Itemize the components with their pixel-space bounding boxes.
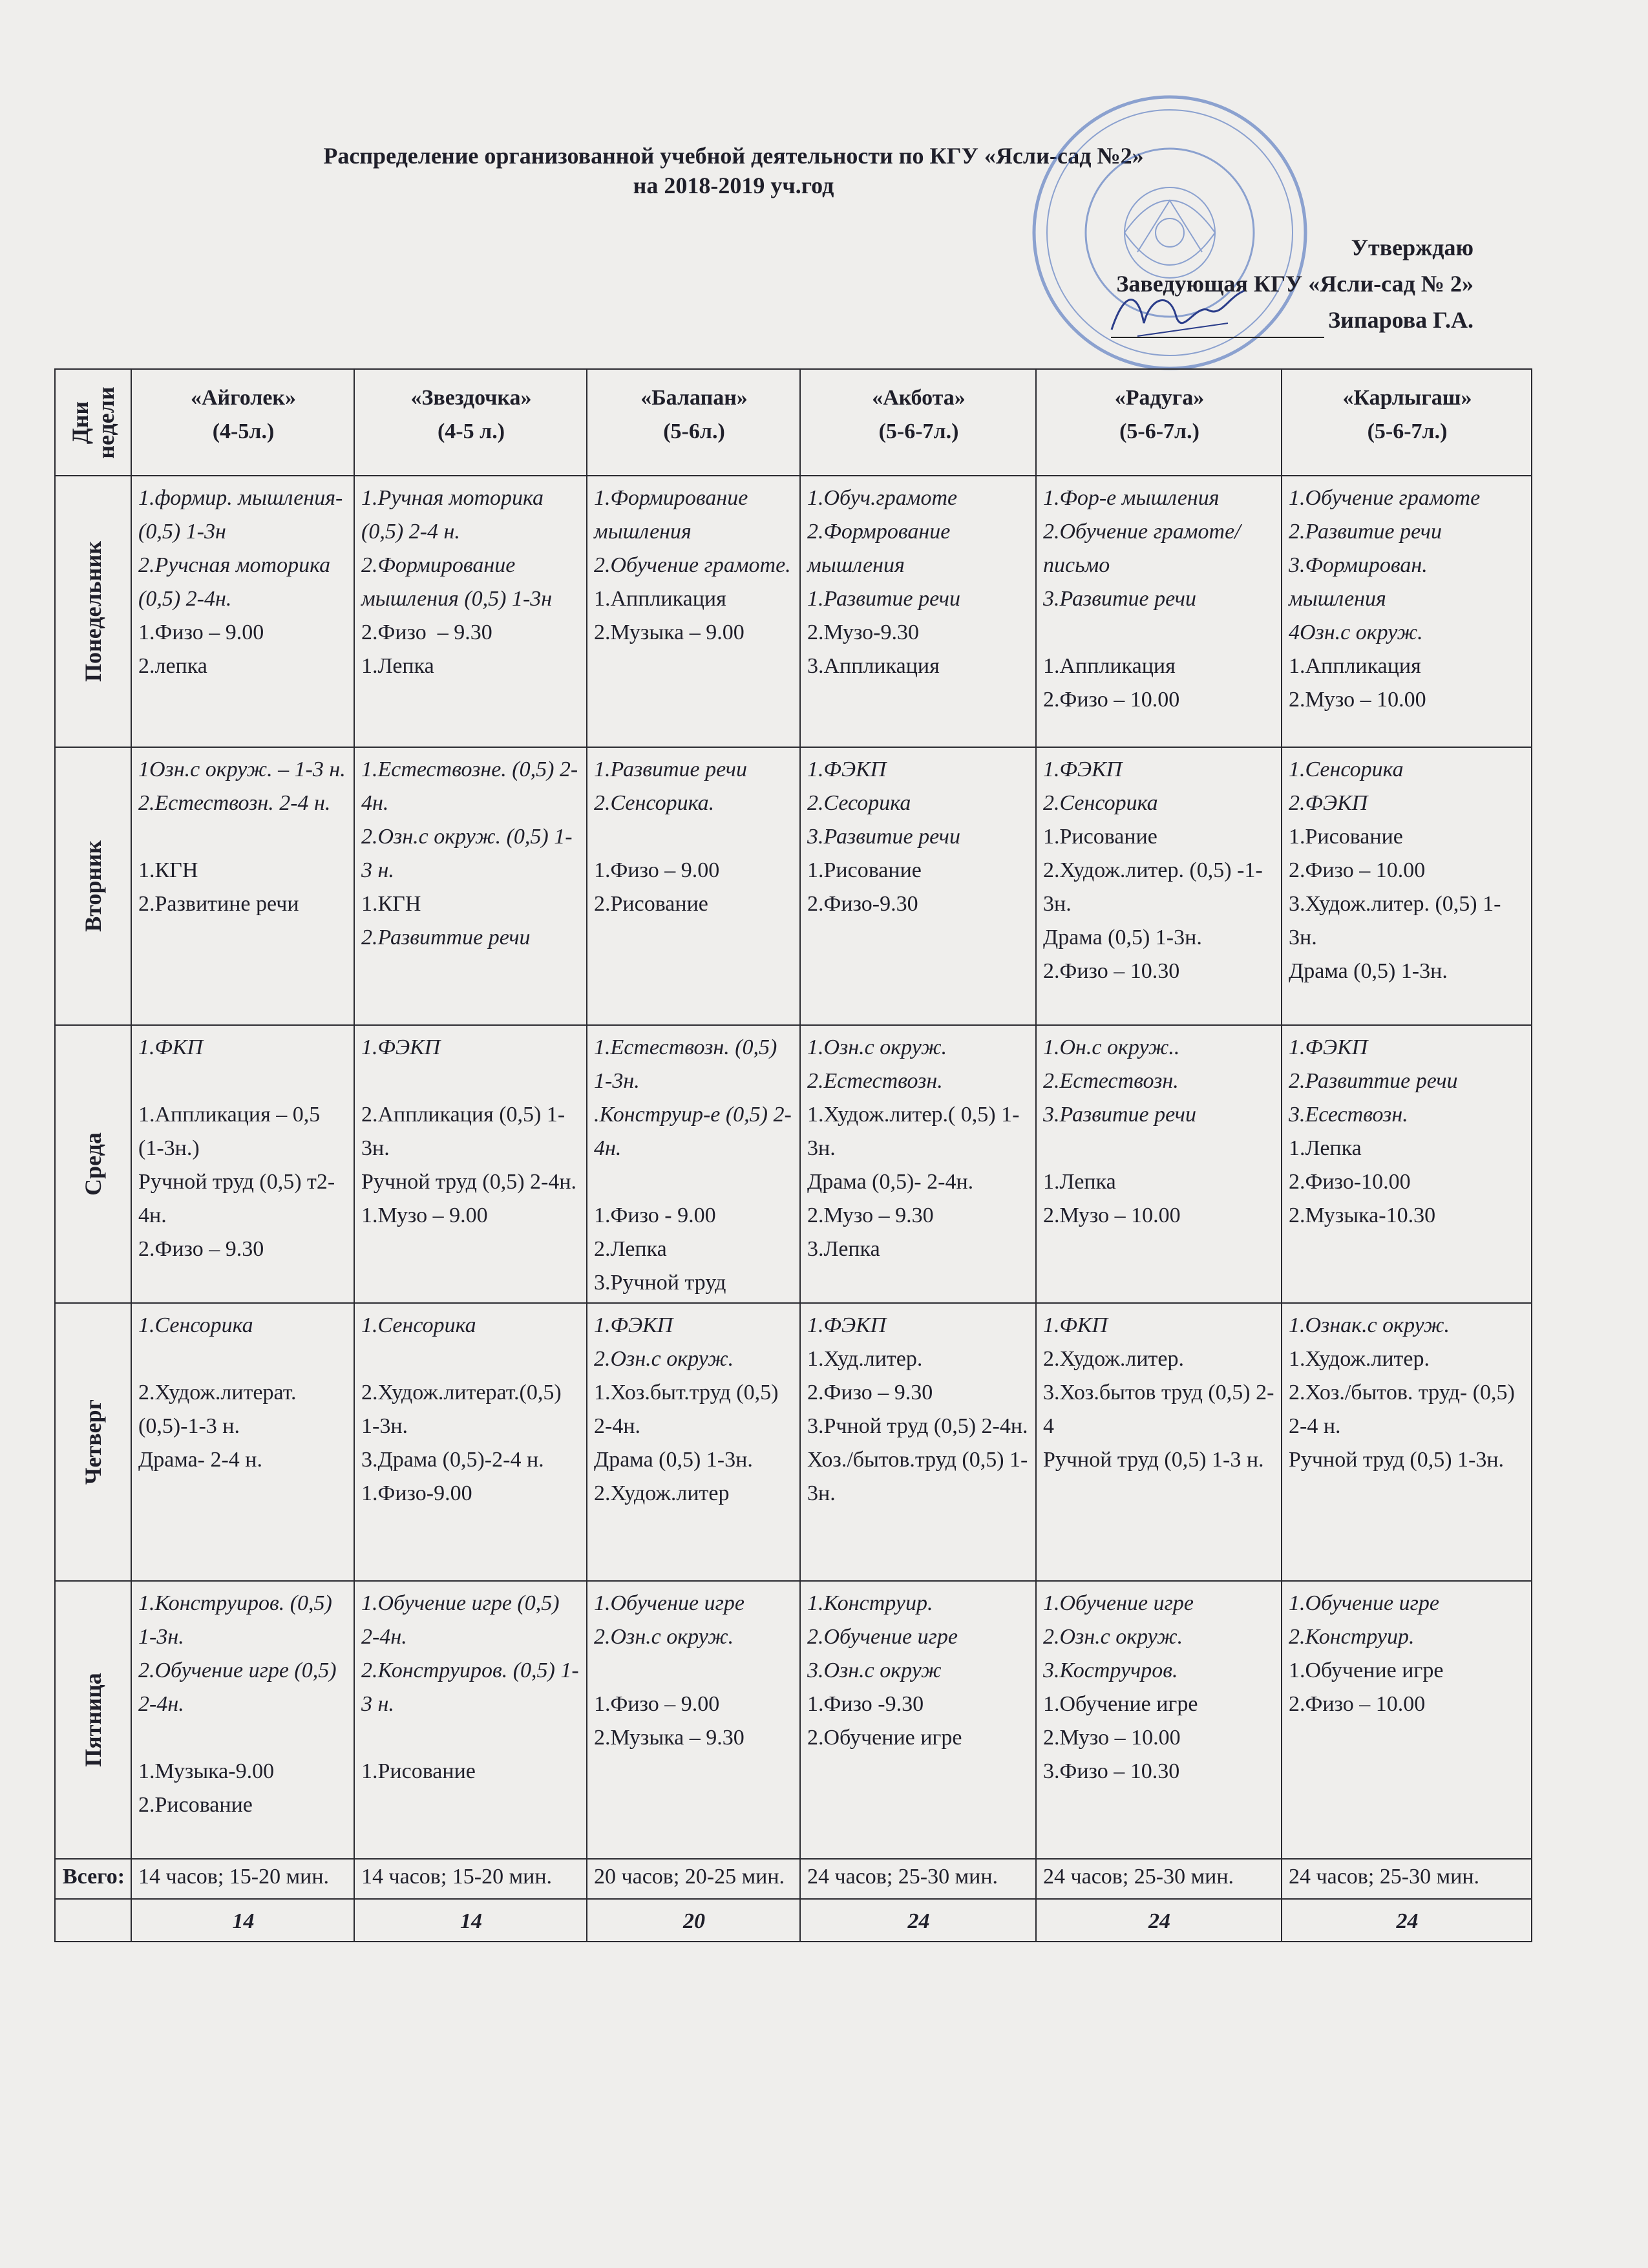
activity-line: 1.Физо - 9.00 [594,1203,716,1227]
activity-line [138,1065,348,1098]
count-value: 14 [354,1899,587,1942]
activity-line: 2.ФЭКП [1289,791,1368,815]
activity-cell [1282,1303,1532,1581]
header-row [55,369,1532,476]
day-row [55,476,1532,747]
activity-line: 2.Физо – 9.30 [361,620,492,644]
activity-line: 1.Обучение грамоте [1289,486,1481,510]
activity-line: 2.Конструиров. (0,5) 1-3 н. [361,1659,579,1716]
activity-line: Драма (0,5) 1-3н. [1043,926,1202,949]
activity-line: 2.Конструир. [1289,1625,1415,1649]
activity-cell [131,1581,354,1859]
total-value: 24 часов; 25-30 мин. [1036,1859,1282,1899]
activity-line [594,1165,794,1199]
activity-line: 3.Есествозн. [1289,1103,1408,1127]
group-name: «Балапан» [640,386,748,410]
activity-line: 2.Худож.литер. (0,5) -1-3н. [1043,858,1263,916]
activity-line: 2.Худож.литер [594,1481,730,1505]
approval-line-1: Утверждаю [1351,235,1474,260]
schedule-table [54,368,1532,1942]
activity-line [594,820,794,854]
activity-line: 2.Озн.с окруж. [594,1625,734,1649]
activity-line: 2.Худож.литерат.(0,5) 1-3н. [361,1381,567,1438]
total-value: 14 часов; 15-20 мин. [354,1859,587,1899]
day-label-cell [55,476,131,747]
group-age: (4-5 л.) [437,419,505,443]
activity-line: 1.Сенсорика [1289,758,1404,781]
activity-line: 1.Худ.литер. [807,1347,923,1371]
day-label: Среда [80,1132,106,1196]
day-row [55,1025,1532,1303]
activity-line: 2.Обучение грамоте. [594,553,791,577]
activity-cell [131,1303,354,1581]
activity-line: Драма (0,5)- 2-4н. [807,1170,974,1194]
activity-line: 3.Развитие речи [1043,1103,1197,1127]
activity-line: 1.Лепка [1043,1170,1116,1194]
activity-line: 2.Обучение игре [807,1726,962,1750]
corner-header [55,369,131,476]
activity-line: 2.Естествозн. [1043,1069,1179,1093]
activity-line: 1Озн.с окруж. – 1-3 н. [138,758,346,781]
activity-line [138,1342,348,1376]
activity-line: 2.Музо – 10.00 [1289,688,1426,712]
activity-line: Ручной труд (0,5) 1-3н. [1289,1448,1505,1472]
activity-line: 2.Сенсорика. [594,791,715,815]
activity-line: 1.Обучение игре [1043,1692,1198,1716]
activity-cell [800,747,1036,1025]
activity-line [361,1342,581,1376]
group-header [354,369,587,476]
day-label-cell [55,1303,131,1581]
activity-line [1043,616,1276,650]
approval-line-2: Заведующая КГУ «Ясли-сад № 2» [1116,271,1474,297]
activity-line: Драма- 2-4 н. [138,1448,262,1472]
day-row [55,1581,1532,1859]
group-header [1036,369,1282,476]
activity-line: 3.Физо – 10.30 [1043,1759,1180,1783]
activity-line: 1.ФЭКП [1289,1035,1368,1059]
activity-line: 1.Ручная моторика (0,5) 2-4 н. [361,486,549,544]
activity-line: 1.Физо – 9.00 [594,858,720,882]
activity-line: 2.Озн.с окруж. (0,5) 1-3 н. [361,825,573,882]
counts-empty [55,1899,131,1942]
activity-line: 2.Развитие речи [1289,520,1442,544]
activity-line: 1.Развитие речи [594,758,748,781]
activity-line: 1.Лепка [1289,1136,1362,1160]
activity-line: 2.Формрование мышления [807,520,956,577]
activity-cell [587,476,800,747]
activity-cell [1036,476,1282,747]
activity-line: 1.Худож.литер. [1289,1347,1430,1371]
activity-line [361,1065,581,1098]
activity-line: 1.Аппликация [1043,654,1176,678]
activity-line: 1.КГН [138,858,198,882]
activity-line: 1.Рисование [807,858,922,882]
activity-cell [800,476,1036,747]
activity-line: 3.Озн.с окруж [807,1659,942,1682]
activity-line: 1.Естествозн. (0,5) 1-3н. [594,1035,783,1093]
activity-line: 2.Обучение игре [807,1625,958,1649]
activity-line [594,1654,794,1688]
activity-line: 3.Аппликация [807,654,940,678]
activity-cell [800,1581,1036,1859]
activity-line: 3.Лепка [807,1237,880,1261]
activity-line: 2.Развиттие речи [361,926,531,949]
activity-line: 2.Музыка-10.30 [1289,1203,1436,1227]
activity-line: 2.Физо-10.00 [1289,1170,1411,1194]
activity-cell [131,1025,354,1303]
activity-line: 1.ФКП [1043,1313,1108,1337]
activity-line: 2.Обучение грамоте/письмо [1043,520,1241,577]
activity-line: 1.Он.с окруж.. [1043,1035,1180,1059]
activity-cell [1282,1025,1532,1303]
activity-line: 4Озн.с окруж. [1289,620,1423,644]
activity-line: Драма (0,5) 1-3н. [1289,959,1448,983]
activity-line: 2.Развитине речи [138,892,299,916]
activity-cell [1036,747,1282,1025]
activity-line: 2.Естествозн. [807,1069,943,1093]
activity-line: 2.Сесорика [807,791,911,815]
activity-line: 2.Аппликация (0,5) 1-3н. [361,1103,565,1160]
group-header [131,369,354,476]
totals-row [55,1859,1532,1899]
handwritten-signature-icon [1099,278,1254,349]
day-row [55,1303,1532,1581]
day-label-cell [55,1025,131,1303]
activity-line: 1.Рисование [1289,825,1403,849]
group-header [800,369,1036,476]
activity-line: 2.Ручсная моторика (0,5) 2-4н. [138,553,336,611]
activity-line: 2.Формирование мышления (0,5) 1-3н [361,553,553,611]
activity-line: 1.Худож.литер.( 0,5) 1-3н. [807,1103,1020,1160]
activity-line: 1.Обучение игре (0,5) 2-4н. [361,1591,565,1649]
activity-line: 1.Аппликация [594,587,726,611]
activity-cell [131,476,354,747]
activity-line: 1.Озн.с окруж. [807,1035,947,1059]
activity-cell [800,1025,1036,1303]
activity-line: 1.Музыка-9.00 [138,1759,275,1783]
activity-line: 2.Физо-9.30 [807,892,918,916]
activity-line: 1.Хоз.быт.труд (0,5) 2-4н. [594,1381,784,1438]
activity-line: 2.Физо – 10.00 [1289,858,1426,882]
activity-line: 1.ФЭКП [594,1313,673,1337]
activity-line: 1.формир. мышления-(0,5) 1-3н [138,486,343,544]
activity-cell [587,1025,800,1303]
activity-line: 2.Рисование [594,892,708,916]
activity-line: 2-4 н. [1289,1414,1341,1438]
corner-label: Дни недели [67,386,119,459]
activity-line: 1.Физо – 9.00 [138,620,264,644]
count-value: 14 [131,1899,354,1942]
title-line-2: на 2018-2019 уч.год [633,173,834,198]
total-label: Всего: [55,1859,131,1899]
activity-cell [354,1303,587,1581]
activity-cell [1036,1025,1282,1303]
total-value: 14 часов; 15-20 мин. [131,1859,354,1899]
activity-line: Ручной труд (0,5) 2-4н. [361,1170,577,1194]
activity-line: 1.ФКП [138,1035,203,1059]
activity-line: 1.Сенсорика [361,1313,476,1337]
activity-line: 3.Рчной труд (0,5) 2-4н. [807,1414,1028,1438]
group-age: (5-6-7л.) [1367,419,1448,443]
activity-line: 2.Физо – 10.30 [1043,959,1180,983]
group-header [587,369,800,476]
activity-line: Драма (0,5) 1-3н. [594,1448,753,1472]
activity-line: 1.Формирование мышления [594,486,754,544]
activity-cell [131,747,354,1025]
counts-row [55,1899,1532,1942]
activity-line: 2.Сенсорика [1043,791,1158,815]
day-label: Пятница [80,1673,106,1767]
activity-line: 1.Конструир. [807,1591,933,1615]
group-age: (5-6-7л.) [1119,419,1199,443]
activity-line: 2.Физо – 9.30 [807,1381,933,1404]
activity-line: 2.Хоз./бытов. труд- (0,5) [1289,1381,1515,1404]
activity-line: 1.Физо-9.00 [361,1481,472,1505]
total-value: 20 часов; 20-25 мин. [587,1859,800,1899]
activity-line: 2.Худож.литерат.(0,5)-1-3 н. [138,1381,297,1438]
document-title [0,141,1648,200]
activity-line: Ручной труд (0,5) 1-3 н. [1043,1448,1264,1472]
activity-line: 1.ФЭКП [807,1313,887,1337]
activity-line: 2.Физо – 10.00 [1289,1692,1426,1716]
activity-line: 2.лепка [138,654,207,678]
group-name: «Акбота» [872,386,966,410]
activity-line: 3.Драма (0,5)-2-4 н. [361,1448,544,1472]
activity-line: Хоз./бытов.труд (0,5) 1-3н. [807,1448,1028,1505]
activity-line: 2.Музо – 10.00 [1043,1203,1181,1227]
activity-cell [354,476,587,747]
activity-cell [1282,1581,1532,1859]
activity-cell [1036,1581,1282,1859]
activity-line: 3.Хоз.бытов труд (0,5) 2-4 [1043,1381,1274,1438]
group-name: «Карлыгаш» [1342,386,1472,410]
day-row [55,747,1532,1025]
activity-line: 2.Музо-9.30 [807,620,919,644]
activity-cell [1282,476,1532,747]
activity-line: 2.Озн.с окруж. [1043,1625,1183,1649]
group-name: «Айголек» [190,386,297,410]
activity-line: 1.Рисование [1043,825,1157,849]
activity-cell [587,1303,800,1581]
activity-line: 1.Обуч.грамоте [807,486,958,510]
activity-line: 2.Рисование [138,1793,253,1817]
activity-line [1043,1132,1276,1165]
activity-line: 1.Сенсорика [138,1313,253,1337]
day-label: Вторник [80,840,106,932]
activity-cell [1036,1303,1282,1581]
activity-line [138,1721,348,1755]
activity-line: 3.Ручной труд [594,1271,726,1295]
activity-line: 3.Костручров. [1043,1659,1178,1682]
activity-line [138,820,348,854]
activity-line: 2.Музо – 9.30 [807,1203,934,1227]
activity-line: 2.Естествозн. 2-4 н. [138,791,331,815]
group-age: (4-5л.) [212,419,275,443]
activity-line: 2.Развиттие речи [1289,1069,1458,1093]
approver-name: Зипарова Г.А. [1328,307,1474,333]
day-label: Четверг [80,1399,106,1485]
activity-line: 1.Естествозне. (0,5) 2-4н. [361,758,578,815]
activity-line: 1.Обучение игре [1289,1659,1444,1682]
activity-line: 1.Физо -9.30 [807,1692,924,1716]
activity-line: 2.Худож.литер. [1043,1347,1184,1371]
activity-line: 2.Физо – 9.30 [138,1237,264,1261]
group-name: «Радуга» [1114,386,1205,410]
activity-line: Ручной труд (0,5) т2-4н. [138,1170,335,1227]
activity-line: 1.Физо – 9.00 [594,1692,720,1716]
activity-line: 1.ФЭКП [807,758,887,781]
activity-cell [354,1025,587,1303]
day-label-cell [55,1581,131,1859]
activity-line: 1.ФЭКП [361,1035,441,1059]
activity-line: 3.Худож.литер. (0,5) 1-3н. [1289,892,1501,949]
activity-line: 1.Обучение игре [594,1591,745,1615]
count-value: 20 [587,1899,800,1942]
activity-line: 1.Обучение игре [1289,1591,1439,1615]
day-label: Понедельник [80,541,106,682]
activity-line: 1.ФЭКП [1043,758,1123,781]
activity-line: 1.Аппликация [1289,654,1421,678]
activity-line: 1.Рисование [361,1759,476,1783]
count-value: 24 [1036,1899,1282,1942]
activity-line: 2.Обучение игре (0,5) 2-4н. [138,1659,343,1716]
activity-line: 1.Аппликация – 0,5 (1-3н.) [138,1103,326,1160]
activity-line: 1.Фор-е мышления [1043,486,1220,510]
activity-line: 1.Музо – 9.00 [361,1203,488,1227]
group-age: (5-6л.) [663,419,725,443]
activity-line: 2.Музыка – 9.00 [594,620,745,644]
activity-line: 2.Музыка – 9.30 [594,1726,745,1750]
activity-line: 1.Развитие речи [807,587,961,611]
activity-line: 3.Формирован. мышления [1289,553,1433,611]
group-name: «Звездочка» [410,386,532,410]
day-label-cell [55,747,131,1025]
activity-cell [354,1581,587,1859]
activity-line: .Конструир-е (0,5) 2-4н. [594,1103,792,1160]
activity-line: 1.Лепка [361,654,434,678]
title-line-1: Распределение организованной учебной деятельности по КГУ «Ясли-сад №2» [323,143,1144,169]
total-value: 24 часов; 25-30 мин. [800,1859,1036,1899]
activity-line: 3.Развитие речи [807,825,961,849]
activity-line [361,1721,581,1755]
activity-line: 3.Развитие речи [1043,587,1197,611]
activity-cell [587,747,800,1025]
activity-line: 1.Конструиров. (0,5) 1-3н. [138,1591,338,1649]
activity-line: 2.Озн.с окруж. [594,1347,734,1371]
activity-line: 2.Физо – 10.00 [1043,688,1180,712]
activity-cell [587,1581,800,1859]
activity-cell [800,1303,1036,1581]
count-value: 24 [800,1899,1036,1942]
activity-line: 1.Обучение игре [1043,1591,1194,1615]
activity-line: 1.КГН [361,892,421,916]
total-value: 24 часов; 25-30 мин. [1282,1859,1532,1899]
group-header [1282,369,1532,476]
group-age: (5-6-7л.) [878,419,959,443]
activity-line: 2.Музо – 10.00 [1043,1726,1181,1750]
activity-line: 2.Лепка [594,1237,667,1261]
activity-cell [1282,747,1532,1025]
activity-line: 1.Ознак.с окруж. [1289,1313,1450,1337]
activity-cell [354,747,587,1025]
count-value: 24 [1282,1899,1532,1942]
